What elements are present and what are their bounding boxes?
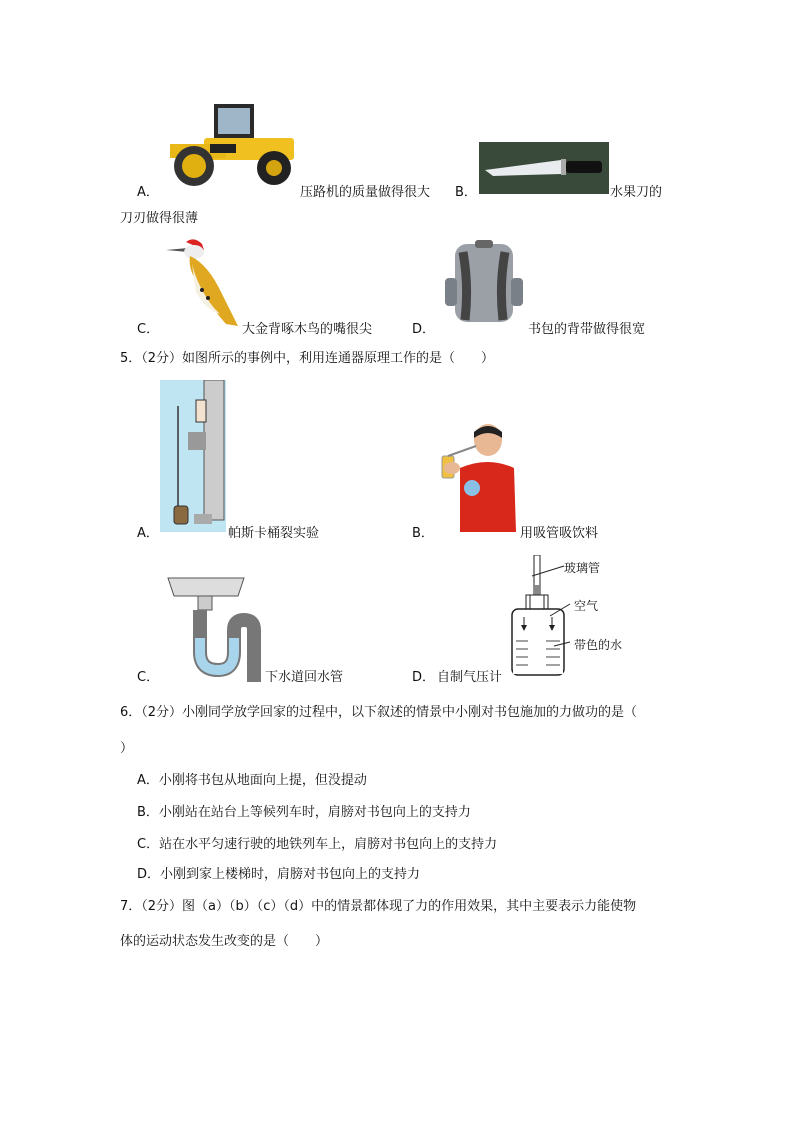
q5-d-letter: D． bbox=[412, 670, 436, 685]
backpack-image bbox=[441, 238, 527, 328]
q5-c-letter: C． bbox=[137, 670, 160, 685]
q4-c-text: 大金背啄木鸟的嘴很尖 bbox=[242, 322, 373, 337]
woodpecker-image bbox=[164, 234, 240, 330]
q4-b-text-continued: 刀刃做得很薄 bbox=[120, 211, 199, 226]
q5-b-text: 用吸管吸饮料 bbox=[520, 526, 599, 541]
q5-c-text: 下水道回水管 bbox=[265, 670, 344, 685]
q7-stem-line2: 体的运动状态发生改变的是（ ） bbox=[120, 934, 329, 949]
q5-a-text: 帕斯卡桶裂实验 bbox=[228, 526, 320, 541]
q5-d-text: 自制气压计 bbox=[437, 670, 503, 685]
q6-option-d: D．小刚到家上楼梯时，肩膀对书包向上的支持力 bbox=[137, 867, 421, 882]
q6-stem-line1: 6．（2分）小刚同学放学回家的过程中，以下叙述的情景中小刚对书包施加的力做功的是（ bbox=[120, 705, 638, 720]
road-roller-image bbox=[164, 100, 298, 188]
q5-a-letter: A． bbox=[137, 526, 159, 541]
q5-b-letter: B． bbox=[412, 526, 434, 541]
barometer-label-air: 空气 bbox=[574, 599, 599, 613]
q4-b-letter: B． bbox=[455, 185, 477, 200]
q4-a-letter: A． bbox=[137, 185, 159, 200]
q4-d-text: 书包的背带做得很宽 bbox=[528, 322, 646, 337]
kitchen-knife-image bbox=[479, 142, 609, 194]
q7-stem-line1: 7．（2分）图（a）（b）（c）（d）中的情景都体现了力的作用效果，其中主要表示力能使物 bbox=[120, 899, 637, 914]
sink-drain-trap-image bbox=[164, 574, 264, 684]
q4-b-text: 水果刀的 bbox=[610, 185, 663, 200]
q6-stem-line2: ） bbox=[120, 741, 134, 756]
barometer-label-tube: 玻璃管 bbox=[564, 561, 601, 575]
boy-drinking-straw-image bbox=[436, 420, 518, 532]
q6-option-c: C．站在水平匀速行驶的地铁列车上，肩膀对书包向上的支持力 bbox=[137, 837, 498, 852]
q5-stem: 5．（2分）如图所示的事例中，利用连通器原理工作的是（ ） bbox=[120, 351, 495, 366]
q6-option-b: B．小刚站在站台上等候列车时，肩膀对书包向上的支持力 bbox=[137, 805, 471, 820]
q6-option-a: A．小刚将书包从地面向上提，但没提动 bbox=[137, 773, 367, 788]
pascal-barrel-image bbox=[160, 380, 226, 532]
q4-d-letter: D． bbox=[412, 322, 436, 337]
q4-a-text: 压路机的质量做得很大 bbox=[300, 185, 431, 200]
q4-c-letter: C． bbox=[137, 322, 160, 337]
barometer-label-water: 带色的水 bbox=[574, 638, 623, 652]
